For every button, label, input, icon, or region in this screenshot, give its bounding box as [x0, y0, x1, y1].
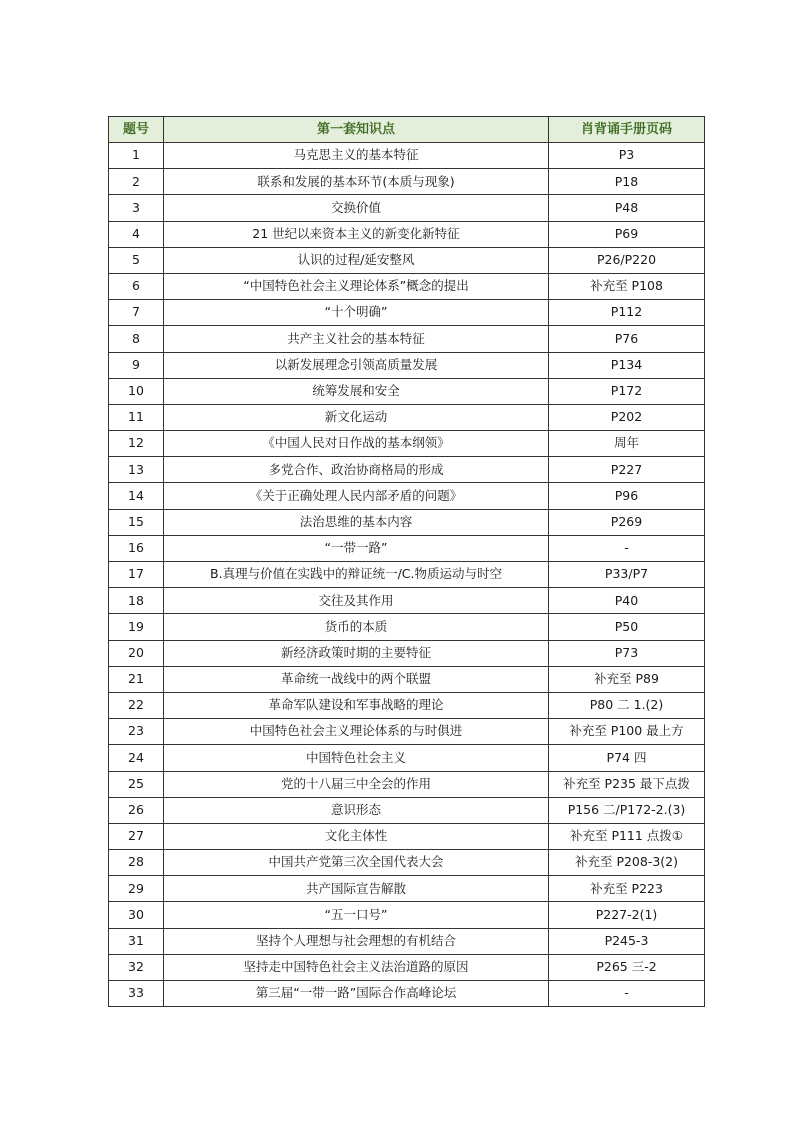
table-row — [109, 876, 705, 902]
row-page-cell: P112 — [549, 300, 705, 326]
row-topic-cell: 文化主体性 — [164, 823, 549, 849]
table-row — [109, 562, 705, 588]
row-page-cell: P156 二/P172-2.(3) — [549, 797, 705, 823]
table-body — [109, 143, 705, 1007]
row-number-cell: 18 — [109, 588, 164, 614]
row-number-cell: 10 — [109, 378, 164, 404]
table-row — [109, 640, 705, 666]
row-page-cell: P96 — [549, 483, 705, 509]
row-number-cell: 13 — [109, 457, 164, 483]
row-topic-cell: 革命军队建设和军事战略的理论 — [164, 692, 549, 718]
row-topic-cell: 交往及其作用 — [164, 588, 549, 614]
table-row — [109, 850, 705, 876]
table-row — [109, 614, 705, 640]
row-topic-cell: 共产主义社会的基本特征 — [164, 326, 549, 352]
row-page-cell: 补充至 P108 — [549, 273, 705, 299]
row-number-cell: 9 — [109, 352, 164, 378]
row-topic-cell: 中国共产党第三次全国代表大会 — [164, 850, 549, 876]
table-row — [109, 195, 705, 221]
row-page-cell: P80 二 1.(2) — [549, 692, 705, 718]
row-topic-cell: “五一口号” — [164, 902, 549, 928]
row-topic-cell: 认识的过程/延安整风 — [164, 247, 549, 273]
row-number-cell: 17 — [109, 562, 164, 588]
row-page-cell: P245-3 — [549, 928, 705, 954]
row-page-cell: P48 — [549, 195, 705, 221]
row-number-cell: 2 — [109, 169, 164, 195]
row-page-cell: P50 — [549, 614, 705, 640]
table-row — [109, 378, 705, 404]
table-row — [109, 247, 705, 273]
table-row — [109, 535, 705, 561]
row-page-cell: 补充至 P111 点拨① — [549, 823, 705, 849]
table-row — [109, 300, 705, 326]
row-page-cell: P202 — [549, 404, 705, 430]
row-topic-cell: 新文化运动 — [164, 404, 549, 430]
header-question-number: 题号 — [109, 117, 164, 143]
row-topic-cell: “十个明确” — [164, 300, 549, 326]
row-topic-cell: 党的十八届三中全会的作用 — [164, 771, 549, 797]
row-page-cell: 补充至 P223 — [549, 876, 705, 902]
row-topic-cell: 中国特色社会主义 — [164, 745, 549, 771]
row-topic-cell: 多党合作、政治协商格局的形成 — [164, 457, 549, 483]
row-page-cell: P227-2(1) — [549, 902, 705, 928]
row-page-cell: - — [549, 981, 705, 1007]
row-number-cell: 20 — [109, 640, 164, 666]
row-topic-cell: 革命统一战线中的两个联盟 — [164, 666, 549, 692]
row-page-cell: 补充至 P208-3(2) — [549, 850, 705, 876]
table-row — [109, 457, 705, 483]
row-page-cell: P76 — [549, 326, 705, 352]
row-page-cell: 补充至 P100 最上方 — [549, 719, 705, 745]
table-row — [109, 509, 705, 535]
row-topic-cell: 法治思维的基本内容 — [164, 509, 549, 535]
row-topic-cell: “中国特色社会主义理论体系”概念的提出 — [164, 273, 549, 299]
row-number-cell: 19 — [109, 614, 164, 640]
row-topic-cell: 意识形态 — [164, 797, 549, 823]
row-topic-cell: 以新发展理念引领高质量发展 — [164, 352, 549, 378]
table-row — [109, 928, 705, 954]
header-row — [109, 117, 705, 143]
row-page-cell: P33/P7 — [549, 562, 705, 588]
row-page-cell: P26/P220 — [549, 247, 705, 273]
row-page-cell: P74 四 — [549, 745, 705, 771]
row-page-cell: - — [549, 535, 705, 561]
row-topic-cell: 统筹发展和安全 — [164, 378, 549, 404]
row-topic-cell: 货币的本质 — [164, 614, 549, 640]
table-row — [109, 326, 705, 352]
row-topic-cell: 坚持走中国特色社会主义法治道路的原因 — [164, 954, 549, 980]
row-number-cell: 25 — [109, 771, 164, 797]
table-row — [109, 273, 705, 299]
table-row — [109, 745, 705, 771]
row-topic-cell: B.真理与价值在实践中的辩证统一/C.物质运动与时空 — [164, 562, 549, 588]
header-knowledge-point: 第一套知识点 — [164, 117, 549, 143]
row-number-cell: 7 — [109, 300, 164, 326]
table-row — [109, 352, 705, 378]
table-row — [109, 902, 705, 928]
table-row — [109, 143, 705, 169]
table-row — [109, 771, 705, 797]
row-page-cell: P265 三-2 — [549, 954, 705, 980]
row-number-cell: 14 — [109, 483, 164, 509]
knowledge-point-table — [108, 116, 705, 1007]
row-topic-cell: 联系和发展的基本环节(本质与现象) — [164, 169, 549, 195]
row-topic-cell: 新经济政策时期的主要特征 — [164, 640, 549, 666]
table-row — [109, 823, 705, 849]
row-number-cell: 28 — [109, 850, 164, 876]
row-number-cell: 21 — [109, 666, 164, 692]
row-number-cell: 6 — [109, 273, 164, 299]
row-number-cell: 33 — [109, 981, 164, 1007]
table-row — [109, 404, 705, 430]
table-row — [109, 588, 705, 614]
row-number-cell: 29 — [109, 876, 164, 902]
row-number-cell: 4 — [109, 221, 164, 247]
row-page-cell: P172 — [549, 378, 705, 404]
header-handbook-page: 肖背诵手册页码 — [549, 117, 705, 143]
row-number-cell: 24 — [109, 745, 164, 771]
table-row — [109, 954, 705, 980]
row-number-cell: 30 — [109, 902, 164, 928]
row-number-cell: 8 — [109, 326, 164, 352]
table-row — [109, 431, 705, 457]
row-number-cell: 15 — [109, 509, 164, 535]
table-row — [109, 692, 705, 718]
row-page-cell: P18 — [549, 169, 705, 195]
row-number-cell: 16 — [109, 535, 164, 561]
row-topic-cell: 第三届“一带一路”国际合作高峰论坛 — [164, 981, 549, 1007]
table-row — [109, 797, 705, 823]
row-number-cell: 31 — [109, 928, 164, 954]
row-number-cell: 11 — [109, 404, 164, 430]
row-topic-cell: 《中国人民对日作战的基本纲领》 — [164, 431, 549, 457]
row-number-cell: 1 — [109, 143, 164, 169]
table-row — [109, 719, 705, 745]
table-row — [109, 483, 705, 509]
row-page-cell: P73 — [549, 640, 705, 666]
row-page-cell: P227 — [549, 457, 705, 483]
row-topic-cell: 中国特色社会主义理论体系的与时俱进 — [164, 719, 549, 745]
row-number-cell: 23 — [109, 719, 164, 745]
row-page-cell: 补充至 P89 — [549, 666, 705, 692]
row-topic-cell: 坚持个人理想与社会理想的有机结合 — [164, 928, 549, 954]
row-number-cell: 27 — [109, 823, 164, 849]
row-topic-cell: 《关于正确处理人民内部矛盾的问题》 — [164, 483, 549, 509]
row-number-cell: 32 — [109, 954, 164, 980]
row-topic-cell: 21 世纪以来资本主义的新变化新特征 — [164, 221, 549, 247]
row-number-cell: 26 — [109, 797, 164, 823]
row-topic-cell: 共产国际宣告解散 — [164, 876, 549, 902]
row-topic-cell: 马克思主义的基本特征 — [164, 143, 549, 169]
row-page-cell: P3 — [549, 143, 705, 169]
row-page-cell: 周年 — [549, 431, 705, 457]
table-row — [109, 221, 705, 247]
row-page-cell: P40 — [549, 588, 705, 614]
table-row — [109, 169, 705, 195]
row-topic-cell: “一带一路” — [164, 535, 549, 561]
row-page-cell: P69 — [549, 221, 705, 247]
row-number-cell: 5 — [109, 247, 164, 273]
table-row — [109, 666, 705, 692]
row-page-cell: 补充至 P235 最下点拨 — [549, 771, 705, 797]
table-row — [109, 981, 705, 1007]
row-number-cell: 3 — [109, 195, 164, 221]
row-number-cell: 22 — [109, 692, 164, 718]
row-topic-cell: 交换价值 — [164, 195, 549, 221]
row-page-cell: P134 — [549, 352, 705, 378]
table-header — [109, 117, 705, 143]
row-number-cell: 12 — [109, 431, 164, 457]
row-page-cell: P269 — [549, 509, 705, 535]
